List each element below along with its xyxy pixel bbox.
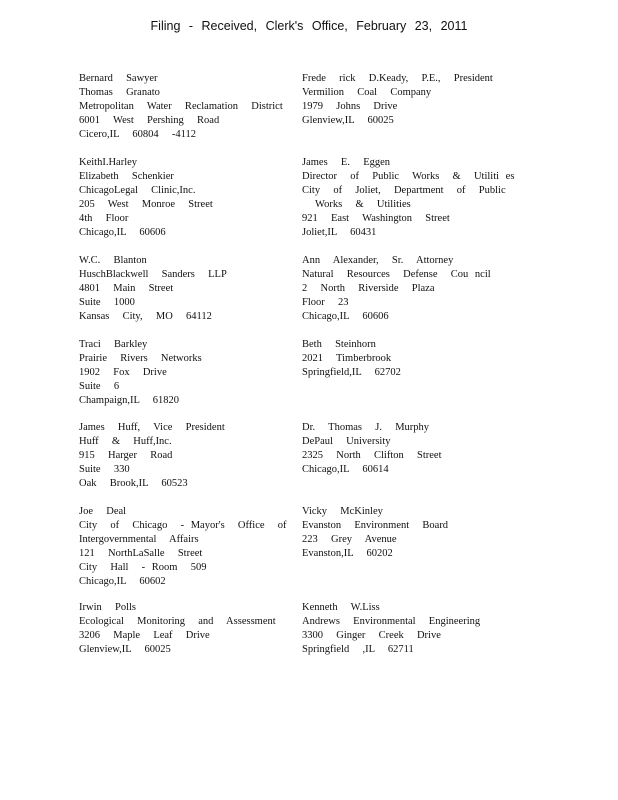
address-line: Joliet,IL 60431 xyxy=(302,227,377,238)
address-block xyxy=(302,156,517,240)
address-block xyxy=(79,254,294,324)
address-line: City of Joliet, Department of Public xyxy=(302,185,506,196)
address-line: 3300 Ginger Creek Drive xyxy=(302,630,441,641)
address-line: Cicero,IL 60804 -4112 xyxy=(79,129,196,140)
address-line: 223 Grey Avenue xyxy=(302,534,397,545)
address-line: 4801 Main Street xyxy=(79,283,174,294)
address-line: 121 NorthLaSalle Street xyxy=(79,548,203,559)
address-line: Works & Utilities xyxy=(302,199,411,210)
address-line: Kansas City, MO 64112 xyxy=(79,311,212,322)
address-line: Chicago,IL 60602 xyxy=(79,576,166,587)
recipient-name: James E. Eggen xyxy=(302,157,391,168)
filing-stamp-header: Filing - Received, Clerk's Office, February 23, 2011 xyxy=(150,19,468,33)
address-block xyxy=(302,421,517,477)
address-line: Champaign,IL 61820 xyxy=(79,395,180,406)
address-line: Suite 330 xyxy=(79,464,130,475)
address-line: 4th Floor xyxy=(79,213,129,224)
address-line: Natural Resources Defense Cou ncil xyxy=(302,269,491,280)
address-line: ChicagoLegal Clinic,Inc. xyxy=(79,185,196,196)
address-line: 921 East Washington Street xyxy=(302,213,450,224)
address-block xyxy=(79,601,294,657)
recipient-name: Dr. Thomas J. Murphy xyxy=(302,422,430,433)
address-line: Elizabeth Schenkier xyxy=(79,171,174,182)
address-line: HuschBlackwell Sanders LLP xyxy=(79,269,227,280)
address-block xyxy=(302,601,517,657)
address-line: City Hall - Room 509 xyxy=(79,562,207,573)
address-line: Andrews Environmental Engineering xyxy=(302,616,481,627)
address-line: Glenview,IL 60025 xyxy=(302,115,394,126)
address-line: Floor 23 xyxy=(302,297,349,308)
address-line: 3206 Maple Leaf Drive xyxy=(79,630,210,641)
recipient-name: KeithI.Harley xyxy=(79,157,138,168)
address-line: 1902 Fox Drive xyxy=(79,367,167,378)
address-block xyxy=(79,338,294,408)
address-line: 2021 Timberbrook xyxy=(302,353,392,364)
address-line: DePaul University xyxy=(302,436,391,447)
address-line: Glenview,IL 60025 xyxy=(79,644,171,655)
recipient-name: Traci Barkley xyxy=(79,339,148,350)
address-line: Springfield ,IL 62711 xyxy=(302,644,414,655)
address-line: Huff & Huff,Inc. xyxy=(79,436,172,447)
address-line: 2 North Riverside Plaza xyxy=(302,283,435,294)
address-line: City of Chicago - Mayor's Office of xyxy=(79,520,287,531)
recipient-name: Beth Steinhorn xyxy=(302,339,376,350)
address-line: 6001 West Pershing Road xyxy=(79,115,220,126)
recipient-name: Vicky McKinley xyxy=(302,506,383,517)
address-line: Evanston Environment Board xyxy=(302,520,449,531)
address-line: Thomas Granato xyxy=(79,87,160,98)
address-line: 915 Harger Road xyxy=(79,450,173,461)
address-line: Suite 1000 xyxy=(79,297,135,308)
address-line: Chicago,IL 60606 xyxy=(302,311,389,322)
recipient-name: Ann Alexander, Sr. Attorney xyxy=(302,255,454,266)
address-line: Metropolitan Water Reclamation District xyxy=(79,101,283,112)
address-block xyxy=(79,156,294,240)
address-line: Oak Brook,IL 60523 xyxy=(79,478,188,489)
recipient-name: Joe Deal xyxy=(79,506,127,517)
address-block xyxy=(302,72,517,128)
recipient-name: Kenneth W.Liss xyxy=(302,602,380,613)
address-line: Director of Public Works & Utiliti es xyxy=(302,171,515,182)
address-block xyxy=(302,505,517,561)
address-block xyxy=(302,254,517,324)
address-line: Ecological Monitoring and Assessment xyxy=(79,616,276,627)
address-line: Vermilion Coal Company xyxy=(302,87,432,98)
address-line: 205 West Monroe Street xyxy=(79,199,213,210)
recipient-name: Irwin Polls xyxy=(79,602,137,613)
address-line: Suite 6 xyxy=(79,381,120,392)
address-line: Chicago,IL 60606 xyxy=(79,227,166,238)
recipient-name: Frede rick D.Keady, P.E., President xyxy=(302,73,493,84)
recipient-name: Bernard Sawyer xyxy=(79,73,158,84)
address-line: Springfield,IL 62702 xyxy=(302,367,401,378)
address-line: 2325 North Clifton Street xyxy=(302,450,442,461)
address-block xyxy=(302,338,517,380)
recipient-name: James Huff, Vice President xyxy=(79,422,225,433)
recipient-name: W.C. Blanton xyxy=(79,255,147,266)
address-block xyxy=(79,421,294,491)
address-line: Intergovernmental Affairs xyxy=(79,534,199,545)
address-block xyxy=(79,505,294,589)
address-line: Prairie Rivers Networks xyxy=(79,353,202,364)
address-block xyxy=(79,72,294,142)
address-line: 1979 Johns Drive xyxy=(302,101,398,112)
address-line: Chicago,IL 60614 xyxy=(302,464,389,475)
address-line: Evanston,IL 60202 xyxy=(302,548,393,559)
